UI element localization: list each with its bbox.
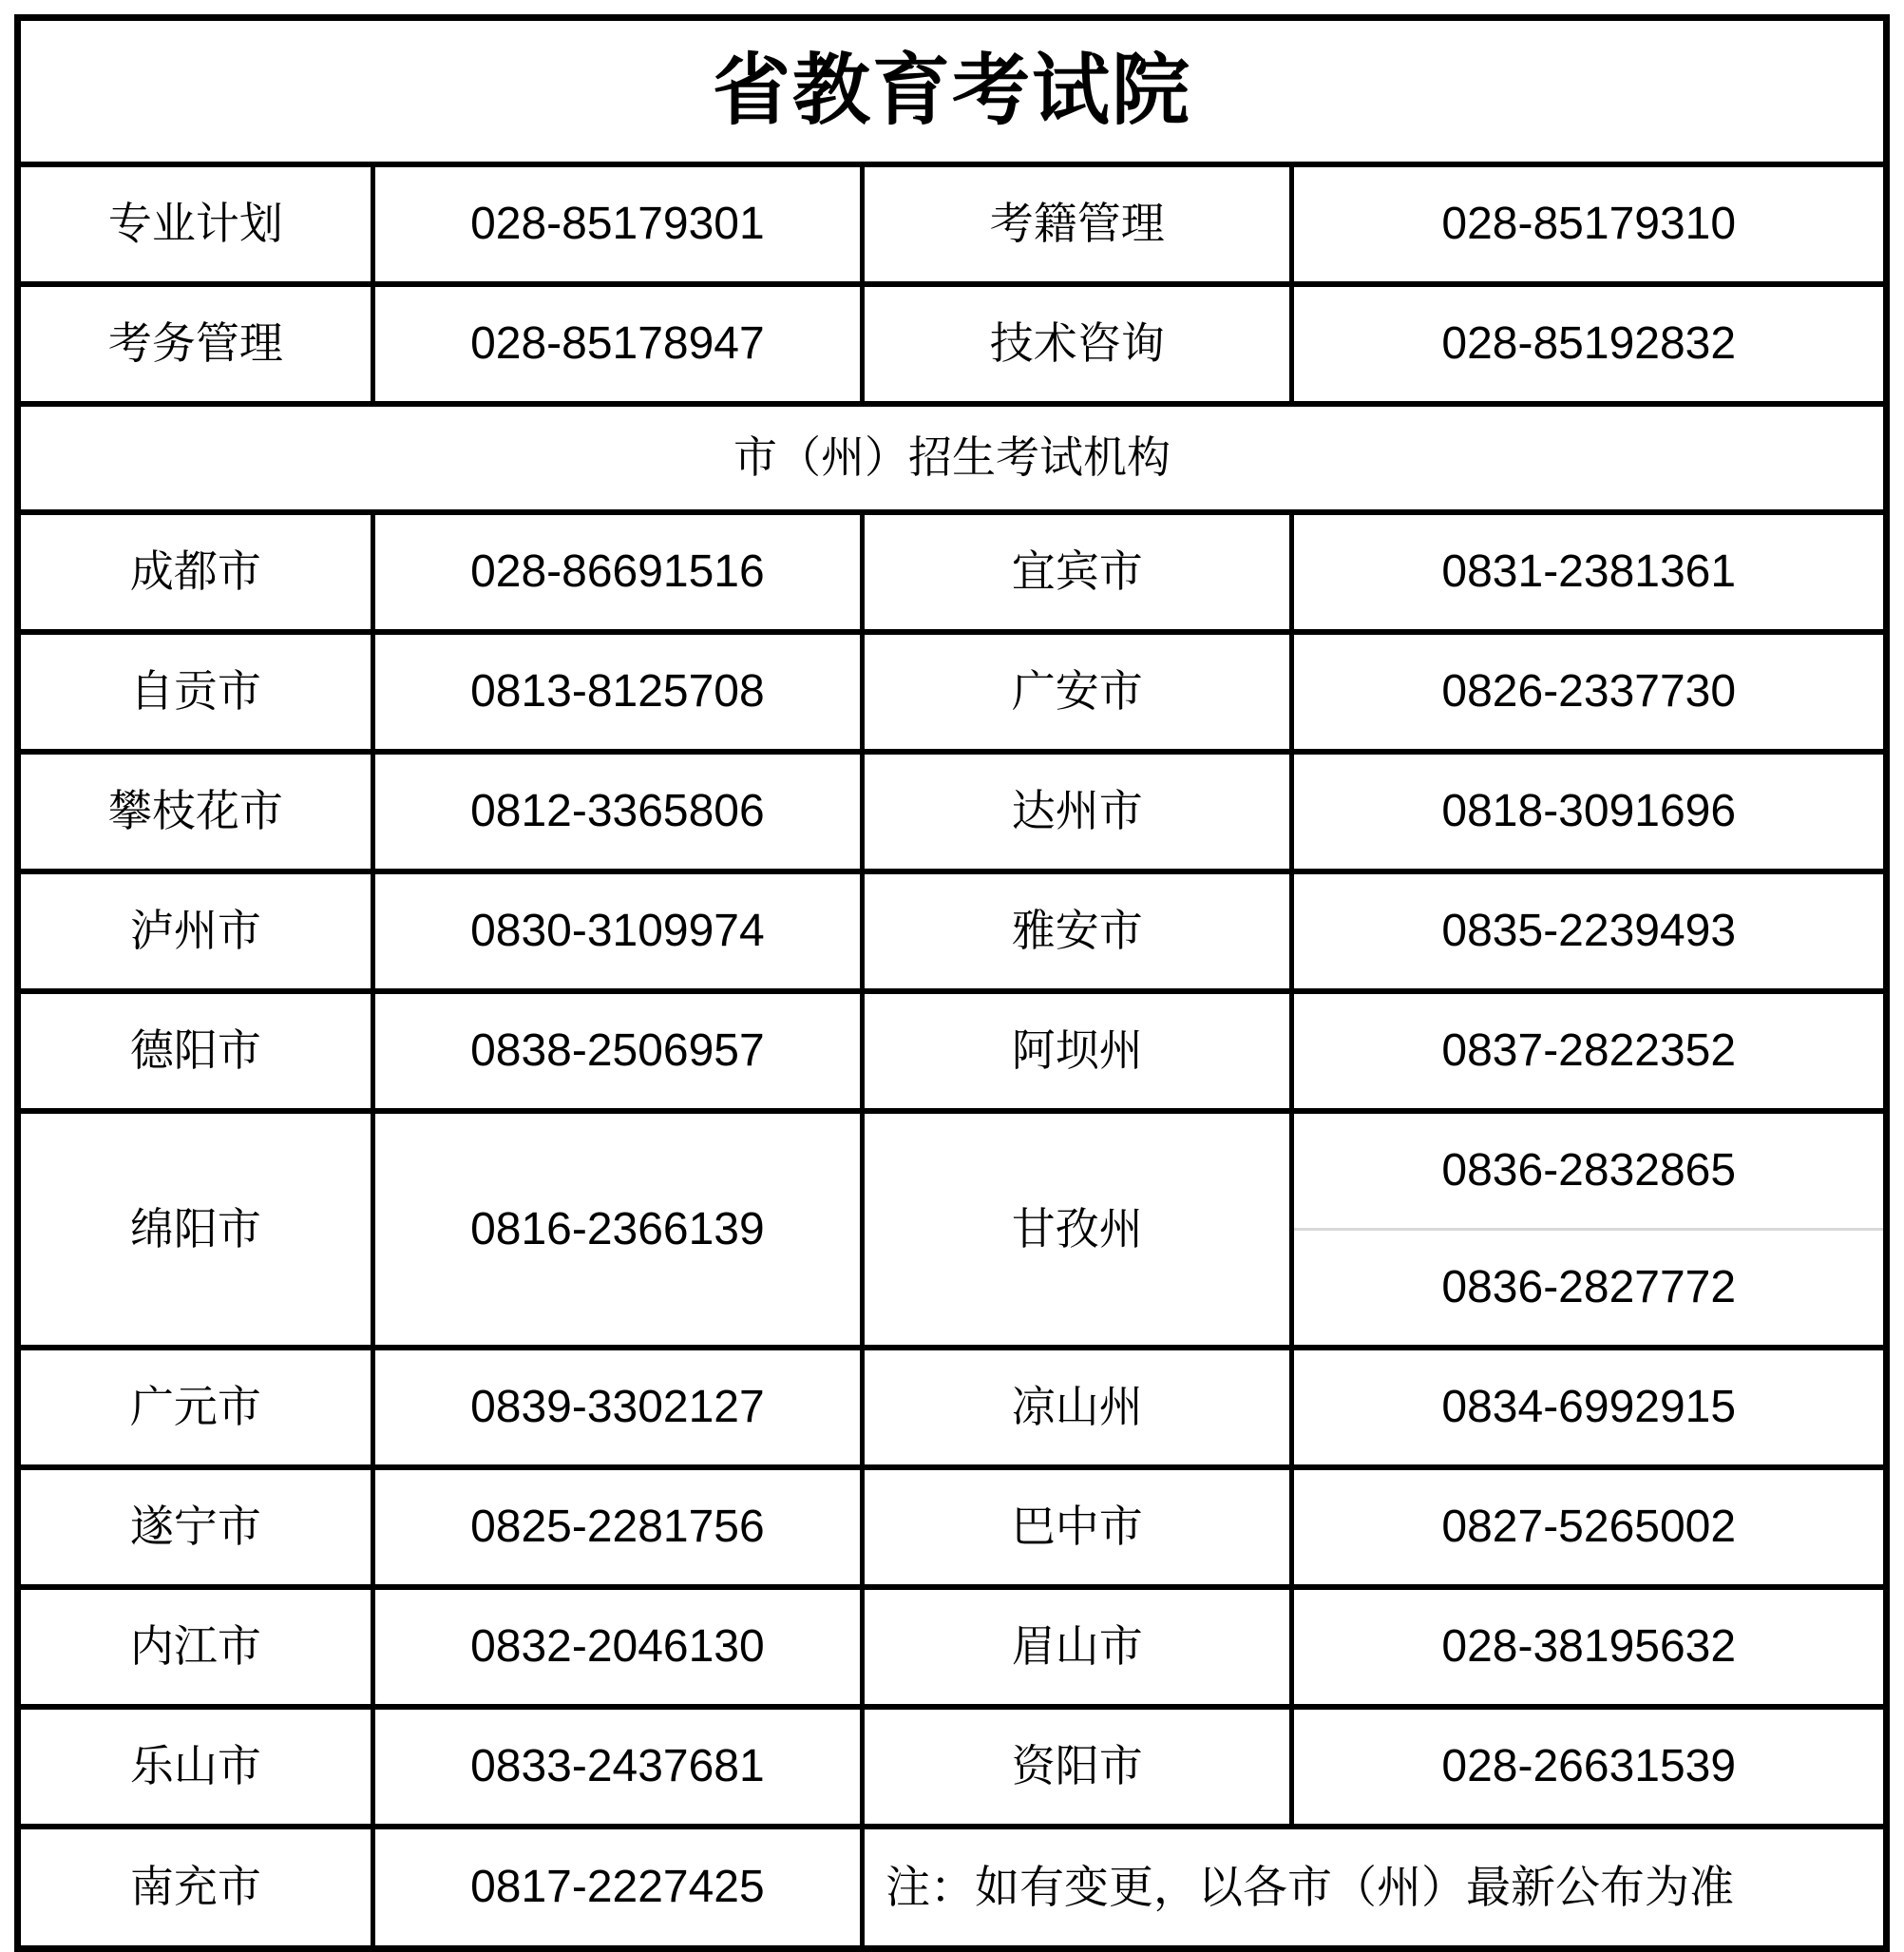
table-row xyxy=(18,1467,1887,1587)
phone-number: 028-85178947 xyxy=(372,284,862,404)
phone-number: 0835-2239493 xyxy=(1292,871,1887,991)
section-header: 市（州）招生考试机构 xyxy=(18,404,1887,512)
city-name: 雅安市 xyxy=(863,871,1292,991)
table-row xyxy=(18,991,1887,1111)
city-name: 资阳市 xyxy=(863,1707,1292,1827)
city-name: 眉山市 xyxy=(863,1587,1292,1707)
dept-label: 考务管理 xyxy=(18,284,373,404)
city-name: 南充市 xyxy=(18,1827,373,1949)
city-name: 广安市 xyxy=(863,632,1292,752)
phone-number: 0817-2227425 xyxy=(372,1827,862,1949)
city-name: 攀枝花市 xyxy=(18,752,373,871)
table-row xyxy=(18,1587,1887,1707)
note-text: 注：如有变更，以各市（州）最新公布为准 xyxy=(863,1827,1887,1949)
phone-number: 0830-3109974 xyxy=(372,871,862,991)
phone-number: 0812-3365806 xyxy=(372,752,862,871)
phone-number: 028-86691516 xyxy=(372,512,862,632)
phone-number: 0834-6992915 xyxy=(1292,1348,1887,1467)
table-row xyxy=(18,1111,1887,1230)
table-row xyxy=(18,284,1887,404)
city-name: 阿坝州 xyxy=(863,991,1292,1111)
city-name: 宜宾市 xyxy=(863,512,1292,632)
city-name: 乐山市 xyxy=(18,1707,373,1827)
city-name: 泸州市 xyxy=(18,871,373,991)
city-name: 凉山州 xyxy=(863,1348,1292,1467)
phone-number: 0826-2337730 xyxy=(1292,632,1887,752)
section-header-row xyxy=(18,404,1887,512)
phone-number: 0837-2822352 xyxy=(1292,991,1887,1111)
table-row xyxy=(18,1707,1887,1827)
phone-number: 0813-8125708 xyxy=(372,632,862,752)
city-name: 广元市 xyxy=(18,1348,373,1467)
table-row xyxy=(18,1827,1887,1949)
contact-table xyxy=(14,14,1890,1952)
phone-number: 028-38195632 xyxy=(1292,1587,1887,1707)
phone-number: 028-85192832 xyxy=(1292,284,1887,404)
page-title: 省教育考试院 xyxy=(18,18,1887,165)
city-name: 巴中市 xyxy=(863,1467,1292,1587)
phone-number: 0816-2366139 xyxy=(372,1111,862,1348)
city-name: 遂宁市 xyxy=(18,1467,373,1587)
table-row xyxy=(18,512,1887,632)
city-name: 自贡市 xyxy=(18,632,373,752)
phone-number: 028-85179301 xyxy=(372,164,862,284)
table-row xyxy=(18,752,1887,871)
phone-number: 0833-2437681 xyxy=(372,1707,862,1827)
phone-number: 0838-2506957 xyxy=(372,991,862,1111)
table-row xyxy=(18,871,1887,991)
city-name: 德阳市 xyxy=(18,991,373,1111)
phone-number: 0839-3302127 xyxy=(372,1348,862,1467)
dept-label: 专业计划 xyxy=(18,164,373,284)
phone-number: 0827-5265002 xyxy=(1292,1467,1887,1587)
dept-label: 技术咨询 xyxy=(863,284,1292,404)
phone-number: 0836-2827772 xyxy=(1292,1230,1887,1349)
city-name: 达州市 xyxy=(863,752,1292,871)
city-name: 内江市 xyxy=(18,1587,373,1707)
city-name: 甘孜州 xyxy=(863,1111,1292,1348)
table-row xyxy=(18,1348,1887,1467)
phone-number: 0818-3091696 xyxy=(1292,752,1887,871)
phone-number: 0831-2381361 xyxy=(1292,512,1887,632)
phone-number: 028-85179310 xyxy=(1292,164,1887,284)
phone-number: 0836-2832865 xyxy=(1292,1111,1887,1230)
dept-label: 考籍管理 xyxy=(863,164,1292,284)
city-name: 成都市 xyxy=(18,512,373,632)
city-name: 绵阳市 xyxy=(18,1111,373,1348)
phone-number: 0832-2046130 xyxy=(372,1587,862,1707)
title-row xyxy=(18,18,1887,165)
table-row xyxy=(18,632,1887,752)
phone-number: 028-26631539 xyxy=(1292,1707,1887,1827)
table-row xyxy=(18,164,1887,284)
phone-number: 0825-2281756 xyxy=(372,1467,862,1587)
